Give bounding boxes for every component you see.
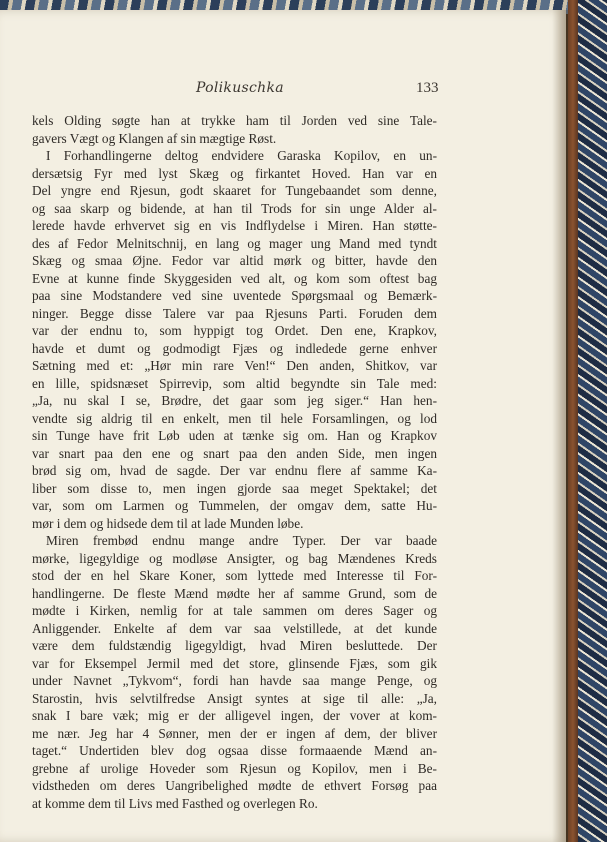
text-line: at komme dem til Livs med Fasthed og overlegen Ro. [32, 795, 318, 811]
text-line: var, som om Larmen og Tummelen, der omgav dem, satte Hu- [32, 498, 437, 513]
text-line: stod der en hel Skare Koner, som lyttede med Interesse til For- [32, 568, 437, 583]
text-line: Skæg og smaa Øjne. Fedor var altid mørk og bitter, havde den [32, 253, 437, 268]
text-line: des af Fedor Melnitschnij, en lang og mager ung Mand med tyndt [32, 235, 437, 251]
text-line: „Ja, nu skal I se, Brødre, det gaar som jeg siger.“ Han hen- [32, 393, 437, 408]
marbled-cover-pattern [577, 0, 607, 842]
text-line: snak I bare væk; mig er der alligevel ingen, der vover at kom- [32, 708, 437, 723]
text-line: Starostin, hvis selvtilfredse Ansigt syntes at sige til alle: „Ja, [32, 690, 437, 706]
text-line: liber som disse to, men ingen gjorde saa meget Spektakel; det [32, 480, 437, 496]
text-line: mør i dem og hidsede dem til at lade Munden løbe. [32, 515, 304, 531]
text-line: handlingerne. De fleste Mænd mødte her af samme Grund, som de [32, 585, 437, 601]
page-gutter-shadow [552, 10, 568, 842]
text-line: taget.“ Undertiden blev dog ogsaa disse formaaende Mænd an- [32, 743, 437, 758]
page-header [30, 80, 440, 100]
text-line: dersætsig Fyr med lyst Skæg og firkantet Hoved. Han var en [32, 165, 437, 181]
text-line: var snart paa den ene og snart paa den anden Side, men ingen [32, 445, 437, 461]
text-line: Evne at kunne finde Skyggesiden ved alt, og kom som oftest bag [32, 270, 437, 286]
text-line: Miren frembød endnu mange andre Typer. Der var baade [46, 533, 437, 548]
page-number: 133 [416, 80, 439, 96]
text-line: mødte i Kirken, nemlig for at tale sammen om deres Sager og [32, 603, 437, 618]
text-line: lerede havde erhvervet sig en vis Indflydelse i Miren. Han støtte- [32, 218, 437, 233]
text-line: mørke, ligegyldige og modløse Ansigter, og bag Mændenes Kreds [32, 550, 437, 566]
book-spine-edge [568, 0, 578, 842]
text-line: var der endnu to, som hyppigt tog Ordet. Den ene, Krapkov, [32, 323, 437, 338]
text-line: Anliggender. Enkelte af dem var saa velstillede, at det kunde [32, 620, 437, 636]
text-line: vidstheden om deres Uangribelighed mødte de ethvert Forsøg paa [32, 778, 437, 793]
text-line: me nær. Jeg har 4 Sønner, men der er ingen af dem, der bliver [32, 725, 437, 741]
running-title: Polikuschka [196, 80, 284, 96]
text-line: paa sine Modstandere ved sine uventede Spørgsmaal og Bemærk- [32, 288, 437, 303]
text-line: gavers Vægt og Klangen af sin mægtige Røst. [32, 130, 277, 146]
text-line: ninger. Begge disse Talere var paa Rjesuns Parti. Foruden dem [32, 305, 437, 321]
text-line: vendte sig aldrig til en enkelt, men til hele Forsamlingen, og lod [32, 410, 437, 426]
text-line: grebne af urolige Hoveder som Rjesun og Kopilov, men i Be- [32, 760, 437, 776]
text-line: under Navnet „Tykvom“, fordi han havde saa mange Penge, og [32, 673, 437, 688]
text-line: I Forhandlingerne deltog endvidere Garaska Kopilov, en un- [46, 148, 437, 163]
text-line: en lille, spidsnæset Spirrevip, som altid begyndte sin Tale med: [32, 375, 437, 391]
body-text [32, 112, 437, 812]
text-line: sin Tunge have frit Løb uden at tænke sig om. Han og Krapkov [32, 428, 437, 443]
book-page [0, 10, 566, 842]
text-line: være dem fuldstændig ligegyldigt, hvad Miren besluttede. Der [32, 638, 437, 653]
text-line: kels Olding søgte han at trykke ham til Jorden ved sine Tale- [32, 113, 437, 128]
text-line: Del yngre end Rjesun, godt skaaret for Tungebaandet som denne, [32, 183, 437, 198]
text-line: og saa skarp og bidende, at han til Trods for sin unge Alder al- [32, 200, 437, 216]
text-line: var for Eksempel Jermil med det store, glinsende Fjæs, som gik [32, 655, 437, 671]
text-line: Sætning med et: „Hør min rare Ven!“ Den anden, Shitkov, var [32, 358, 437, 373]
text-line: brød sig om, hvad de sagde. Der var endnu flere af samme Ka- [32, 463, 437, 478]
text-line: havde et dumt og godmodigt Fjæs og indledede gerne enhver [32, 340, 437, 356]
